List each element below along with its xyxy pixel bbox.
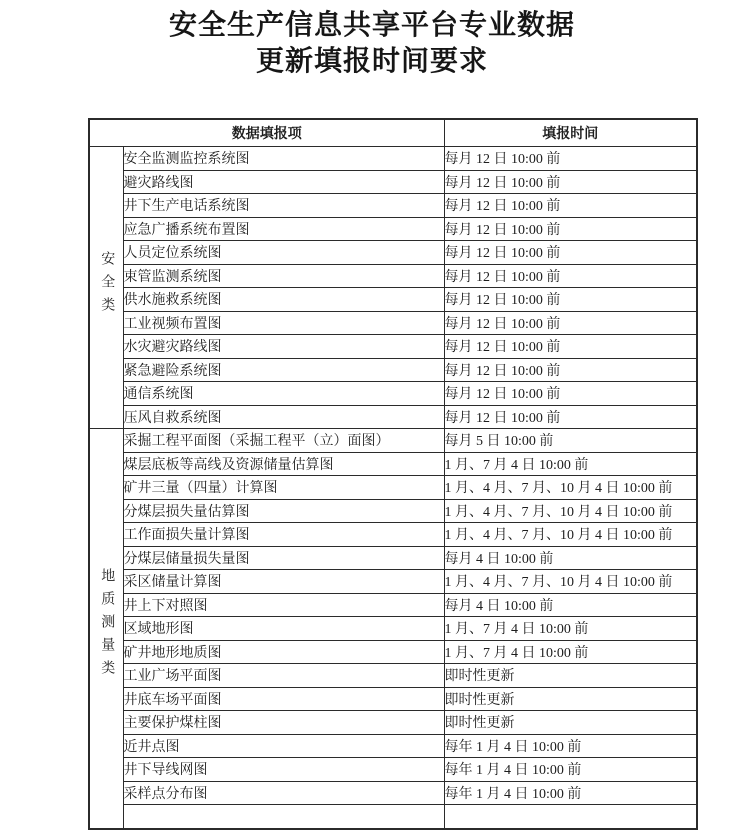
table-row	[89, 546, 697, 570]
data-item-cell: 安全监测监控系统图	[123, 147, 444, 171]
page-title-line2: 更新填报时间要求	[255, 46, 488, 77]
table-row	[89, 781, 697, 805]
data-item-cell: 分煤层储量损失量图	[123, 546, 444, 570]
reporting-schedule-table	[88, 118, 698, 830]
table-row	[89, 170, 697, 194]
table-row	[89, 358, 697, 382]
table-row	[89, 217, 697, 241]
report-time-cell: 每月 12 日 10:00 前	[444, 241, 697, 265]
report-time-cell: 每月 4 日 10:00 前	[444, 546, 697, 570]
report-time-cell: 每月 12 日 10:00 前	[444, 288, 697, 312]
category-cell	[89, 147, 123, 429]
data-item-cell: 矿井地形地质图	[123, 640, 444, 664]
table-row	[89, 452, 697, 476]
report-time-cell: 每月 12 日 10:00 前	[444, 311, 697, 335]
table-row	[89, 405, 697, 429]
category-cell	[89, 429, 123, 829]
report-time-cell: 每月 12 日 10:00 前	[444, 194, 697, 218]
report-time-cell: 1 月、4 月、7 月、10 月 4 日 10:00 前	[444, 523, 697, 547]
table-row	[89, 499, 697, 523]
table-row	[89, 687, 697, 711]
table-row-clipped	[89, 805, 697, 829]
report-time-cell: 1 月、4 月、7 月、10 月 4 日 10:00 前	[444, 499, 697, 523]
report-time-cell: 每月 12 日 10:00 前	[444, 147, 697, 171]
data-item-cell: 煤层底板等高线及资源储量估算图	[123, 452, 444, 476]
report-time-cell: 1 月、4 月、7 月、10 月 4 日 10:00 前	[444, 476, 697, 500]
report-time-cell: 即时性更新	[444, 711, 697, 735]
report-time-cell: 即时性更新	[444, 687, 697, 711]
data-item-cell: 通信系统图	[123, 382, 444, 406]
table-row	[89, 640, 697, 664]
report-time-cell: 每年 1 月 4 日 10:00 前	[444, 781, 697, 805]
table-row	[89, 734, 697, 758]
report-time-cell: 每月 12 日 10:00 前	[444, 405, 697, 429]
data-item-cell: 井下导线网图	[123, 758, 444, 782]
table-row	[89, 147, 697, 171]
table-row	[89, 758, 697, 782]
table-row	[89, 570, 697, 594]
data-item-cell: 避灾路线图	[123, 170, 444, 194]
category-label: 地质测量类	[99, 568, 115, 684]
data-item-cell: 压风自救系统图	[123, 405, 444, 429]
report-time-cell: 即时性更新	[444, 664, 697, 688]
column-header-time: 填报时间	[444, 119, 697, 147]
report-time-cell	[444, 805, 697, 829]
data-item-cell: 工业广场平面图	[123, 664, 444, 688]
report-time-cell: 1 月、7 月 4 日 10:00 前	[444, 452, 697, 476]
report-time-cell: 每月 12 日 10:00 前	[444, 335, 697, 359]
category-label: 安全类	[99, 250, 115, 320]
data-item-cell: 矿井三量（四量）计算图	[123, 476, 444, 500]
report-time-cell: 1 月、7 月 4 日 10:00 前	[444, 617, 697, 641]
report-time-cell: 1 月、4 月、7 月、10 月 4 日 10:00 前	[444, 570, 697, 594]
table-row	[89, 476, 697, 500]
table-row	[89, 335, 697, 359]
report-time-cell: 每月 12 日 10:00 前	[444, 382, 697, 406]
report-time-cell: 每月 12 日 10:00 前	[444, 264, 697, 288]
report-time-cell: 每月 12 日 10:00 前	[444, 170, 697, 194]
data-item-cell: 人员定位系统图	[123, 241, 444, 265]
data-item-cell: 主要保护煤柱图	[123, 711, 444, 735]
table-row	[89, 382, 697, 406]
page-title-line1: 安全生产信息共享平台专业数据	[168, 10, 575, 41]
report-time-cell: 每年 1 月 4 日 10:00 前	[444, 734, 697, 758]
table-row	[89, 194, 697, 218]
table-row	[89, 593, 697, 617]
report-time-cell: 每月 12 日 10:00 前	[444, 358, 697, 382]
data-item-cell: 应急广播系统布置图	[123, 217, 444, 241]
data-item-cell: 供水施救系统图	[123, 288, 444, 312]
data-item-cell: 井下生产电话系统图	[123, 194, 444, 218]
table-row	[89, 711, 697, 735]
table-row	[89, 523, 697, 547]
page-title	[0, 8, 744, 80]
column-header-item: 数据填报项	[89, 119, 444, 147]
table-row	[89, 311, 697, 335]
data-item-cell: 采区储量计算图	[123, 570, 444, 594]
report-time-cell: 每月 5 日 10:00 前	[444, 429, 697, 453]
data-item-cell	[123, 805, 444, 829]
data-item-cell: 井底车场平面图	[123, 687, 444, 711]
data-item-cell: 近井点图	[123, 734, 444, 758]
data-item-cell: 工业视频布置图	[123, 311, 444, 335]
report-time-cell: 每年 1 月 4 日 10:00 前	[444, 758, 697, 782]
table-row	[89, 429, 697, 453]
table-body	[89, 147, 697, 829]
table-row	[89, 241, 697, 265]
data-item-cell: 区域地形图	[123, 617, 444, 641]
table-row	[89, 264, 697, 288]
data-item-cell: 采样点分布图	[123, 781, 444, 805]
data-item-cell: 井上下对照图	[123, 593, 444, 617]
data-item-cell: 采掘工程平面图（采掘工程平（立）面图）	[123, 429, 444, 453]
data-item-cell: 紧急避险系统图	[123, 358, 444, 382]
table-row	[89, 664, 697, 688]
data-item-cell: 束管监测系统图	[123, 264, 444, 288]
data-item-cell: 分煤层损失量估算图	[123, 499, 444, 523]
table-header-row	[89, 119, 697, 147]
report-time-cell: 每月 12 日 10:00 前	[444, 217, 697, 241]
data-item-cell: 工作面损失量计算图	[123, 523, 444, 547]
report-time-cell: 1 月、7 月 4 日 10:00 前	[444, 640, 697, 664]
report-time-cell: 每月 4 日 10:00 前	[444, 593, 697, 617]
data-item-cell: 水灾避灾路线图	[123, 335, 444, 359]
table-row	[89, 288, 697, 312]
table-row	[89, 617, 697, 641]
